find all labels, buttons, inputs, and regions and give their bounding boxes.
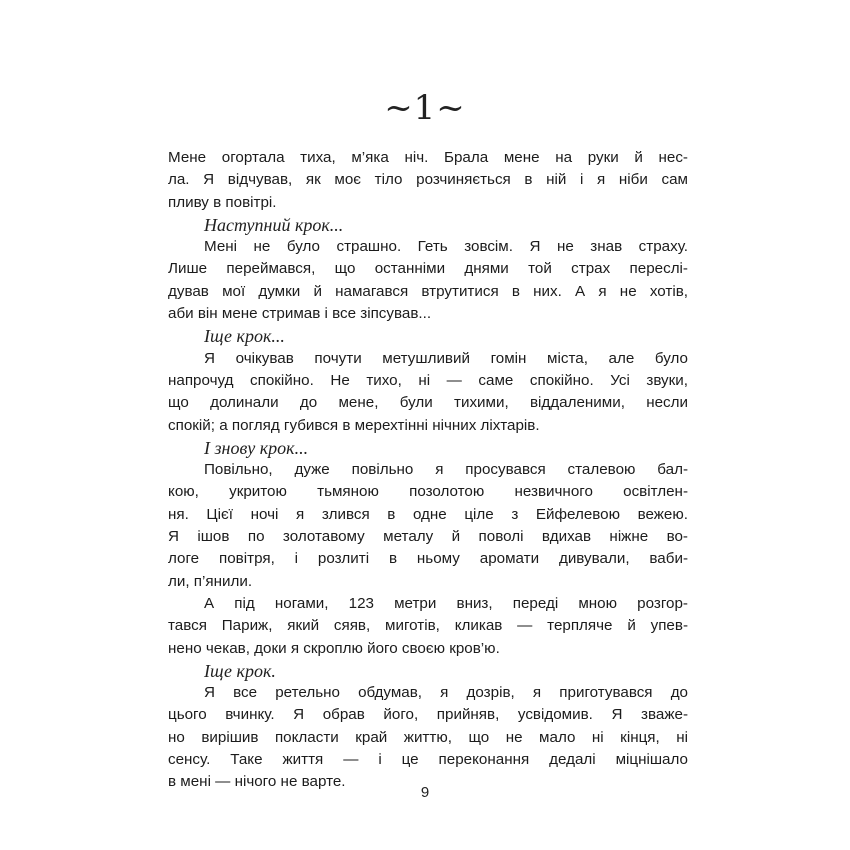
text-line: пливу в повітрі. bbox=[168, 193, 277, 211]
italic-step-line: Іще крок. bbox=[204, 660, 276, 681]
text-line: нено чекав, доки я скроплю його своєю кров’ю. bbox=[168, 639, 500, 657]
text-line: ня. Цієї ночі я злився в одне ціле з Ейфелевою вежею. bbox=[168, 505, 688, 523]
text-line: напрочуд спокійно. Не тихо, ні — саме спокійно. Усі звуки, bbox=[168, 371, 688, 389]
italic-step-line: І знову крок... bbox=[204, 437, 309, 458]
text-line: дував мої думки й намагався втрутитися в них. А я не хотів, bbox=[168, 282, 688, 300]
text-line: логе повітря, і розлиті в ньому аромати дивували, ваби- bbox=[168, 550, 688, 568]
text-line: Повільно, дуже повільно я просувався сталевою бал- bbox=[204, 461, 688, 479]
page-number: 9 bbox=[420, 784, 430, 801]
text-line: Я очікував почути метушливий гомін міста, але було bbox=[204, 349, 688, 367]
text-line: тався Париж, який сяяв, миготів, кликав — терпляче й упев- bbox=[168, 617, 688, 635]
text-line: цього вчинку. Я обрав його, прийняв, усвідомив. Я зваже- bbox=[168, 706, 688, 724]
text-line: аби він мене стримав і все зіпсував... bbox=[168, 305, 432, 323]
body-text bbox=[168, 147, 688, 794]
italic-step-line: Іще крок... bbox=[204, 326, 285, 347]
text-line: Мені не було страшно. Геть зовсім. Я не знав страху. bbox=[204, 238, 688, 256]
chapter-heading: ~1~ bbox=[384, 88, 466, 128]
text-line: но вирішив покласти край життю, що не мало ні кінця, ні bbox=[168, 728, 688, 746]
text-line: в мені — нічого не варте. bbox=[168, 773, 346, 791]
text-line: ла. Я відчував, як моє тіло розчиняється в ній і я ніби сам bbox=[168, 171, 688, 189]
text-line: А під ногами, 123 метри вниз, переді мною розгор- bbox=[204, 594, 688, 612]
italic-step-line: Наступний крок... bbox=[204, 214, 344, 235]
text-line: Я ішов по золотавому металу й поволі вдихав ніжне во- bbox=[168, 528, 688, 546]
text-line: спокій; а погляд губився в мерехтінні нічних ліхтарів. bbox=[168, 416, 540, 434]
text-line: ли, п’янили. bbox=[168, 572, 253, 590]
text-line: сенсу. Таке життя — і це переконання дедалі міцнішало bbox=[168, 751, 688, 769]
text-line: Мене огортала тиха, м’яка ніч. Брала мене на руки й нес- bbox=[168, 149, 688, 166]
text-line: Лише переймався, що останніми днями той страх переслі- bbox=[168, 260, 688, 278]
text-line: Я все ретельно обдумав, я дозрів, я приготувався до bbox=[204, 684, 688, 702]
text-line: кою, укритою тьмяною позолотою незвичного освітлен- bbox=[168, 483, 688, 501]
text-line: що долинали до мене, були тихими, віддаленими, несли bbox=[168, 394, 688, 412]
